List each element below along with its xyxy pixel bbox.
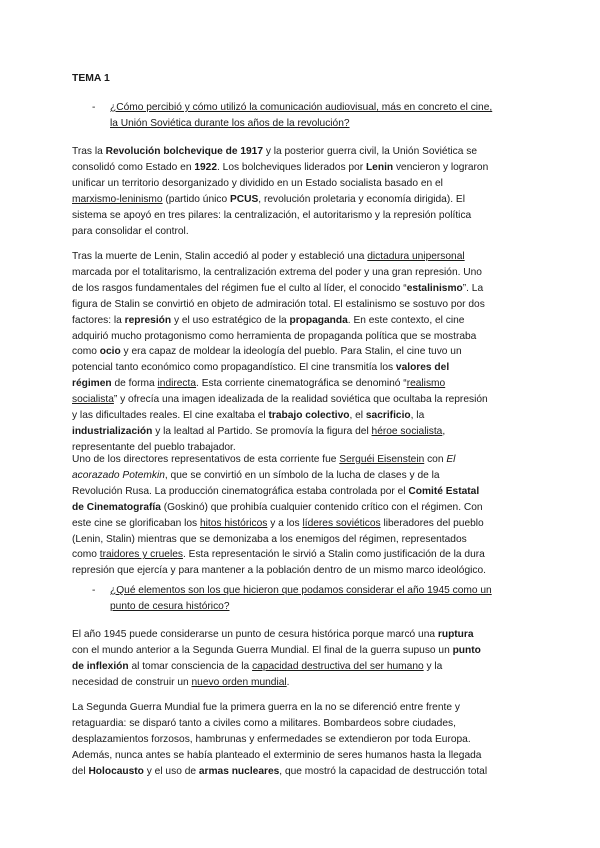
text-line: potencial tanto económico como propagandístico. El cine transmitía los valores del bbox=[72, 362, 450, 374]
text-line: La Segunda Guerra Mundial fue la primera guerra en la no se diferenció entre frente y bbox=[72, 702, 460, 713]
paragraph-4 bbox=[72, 627, 532, 691]
paragraph-3 bbox=[72, 452, 532, 579]
text-line: para consolidar el control. bbox=[72, 225, 189, 237]
text-line: y las dificultades reales. El cine exaltaba el trabajo colectivo, el sacrificio, la bbox=[72, 410, 425, 422]
text-line: con el mundo anterior a la Segunda Guerra Mundial. El final de la guerra supuso un punto bbox=[72, 644, 481, 656]
text-line: unificar un territorio desorganizado y dividido en un Estado socialista basado en el bbox=[72, 177, 443, 189]
text-line: El año 1945 puede considerarse un punto de cesura histórica porque marcó una ruptura bbox=[72, 629, 474, 640]
text-line: de los rasgos fundamentales del régimen fue el culto al líder, el conocido “estalinismo”. La bbox=[72, 282, 484, 294]
text-line: (Lenin, Stalin) mientras que se demonizaba a los enemigos del régimen, representados bbox=[72, 533, 467, 545]
text-line: industrialización y la lealtad al Partido. Se promovía la figura del héroe socialista, bbox=[72, 425, 446, 437]
question-1-line: ¿Cómo percibió y cómo utilizó la comunicación audiovisual, más en concreto el cine, bbox=[110, 102, 493, 113]
text-line: marxismo-leninismo (partido único PCUS, revolución proletaria y economía dirigida). El bbox=[72, 193, 465, 205]
question-2-line: punto de cesura histórico? bbox=[110, 600, 230, 612]
text-line: Tras la muerte de Lenin, Stalin accedió al poder y estableció una dictadura unipersonal bbox=[72, 251, 465, 262]
paragraph-5 bbox=[72, 700, 532, 780]
text-line: represión que ejercía y para mantener a la población dentro de un mismo marco ideológico. bbox=[72, 565, 486, 577]
text-line: desplazamientos forzosos, hambrunas y enfermedades se extendieron por toda Europa. bbox=[72, 733, 471, 745]
text-line: como traidores y crueles. Esta representación le sirvió a Stalin como justificación de la dura bbox=[72, 549, 485, 561]
text-line: necesidad de construir un nuevo orden mundial. bbox=[72, 676, 290, 688]
text-line: este cine se glorificaban los hitos históricos y a los líderes soviéticos liberadores del pueblo bbox=[72, 517, 484, 529]
text-line: como ocio y era capaz de moldear la ideología del pueblo. Para Stalin, el cine tuvo un bbox=[72, 346, 462, 358]
text-line: retaguardia: se disparó tanto a civiles como a militares. Bombardeos sobre ciudades, bbox=[72, 717, 456, 729]
text-line: Tras la Revolución bolchevique de 1917 y la posterior guerra civil, la Unión Soviética se bbox=[72, 146, 478, 157]
text-line: marcada por el totalitarismo, la centralización extrema del poder y una gran represión. Uno bbox=[72, 266, 482, 278]
text-line: del Holocausto y el uso de armas nucleares, que mostró la capacidad de destrucción total bbox=[72, 765, 488, 777]
bullet-dash: - bbox=[92, 585, 96, 596]
text-line: de inflexión al tomar consciencia de la capacidad destructiva del ser humano y la bbox=[72, 660, 443, 672]
bullet-dash: - bbox=[92, 102, 96, 113]
text-line: de Cinematografía (Goskinó) que prohibía cualquier contenido crítico con el régimen. Con bbox=[72, 501, 483, 513]
text-line: Uno de los directores representativos de esta corriente fue Serguéi Eisenstein con El bbox=[72, 454, 456, 465]
text-line: acorazado Potemkin, que se convirtió en un símbolo de la lucha de clases y de la bbox=[72, 469, 440, 481]
question-1-text bbox=[110, 100, 530, 132]
text-line: Revolución Rusa. La producción cinematográfica estaba controlada por el Comité Estatal bbox=[72, 485, 480, 497]
text-line: sistema se apoyó en tres pilares: la centralización, el autoritarismo y la represión política bbox=[72, 209, 472, 221]
text-line: adquirió mucho protagonismo como herramienta de propaganda política que se mostraba bbox=[72, 330, 477, 342]
paragraph-1 bbox=[72, 144, 532, 239]
question-2-text bbox=[110, 583, 530, 615]
text-line: factores: la represión y el uso estratégico de la propaganda. En este contexto, el cine bbox=[72, 314, 465, 326]
text-line: socialista” y ofrecía una imagen idealizada de la realidad soviética que ocultaba la represión bbox=[72, 394, 488, 406]
text-line: consolidó como Estado en 1922. Los bolcheviques liderados por Lenin vencieron y lograron bbox=[72, 161, 489, 173]
paragraph-2 bbox=[72, 249, 532, 456]
question-2-line: ¿Qué elementos son los que hicieron que podamos considerar el año 1945 como un bbox=[110, 585, 492, 596]
question-1-line: la Unión Soviética durante los años de la revolución? bbox=[110, 117, 350, 129]
text-line: régimen de forma indirecta. Esta corriente cinematográfica se denominó “realismo bbox=[72, 378, 446, 390]
section-title: TEMA 1 bbox=[72, 73, 110, 84]
text-line: representante del pueblo trabajador. bbox=[72, 441, 236, 453]
text-line: Además, nunca antes se había planteado el exterminio de seres humanos hasta la llegada bbox=[72, 749, 482, 761]
text-line: figura de Stalin se convirtió en objeto de admiración total. El estalinismo se sostuvo por dos bbox=[72, 298, 485, 310]
